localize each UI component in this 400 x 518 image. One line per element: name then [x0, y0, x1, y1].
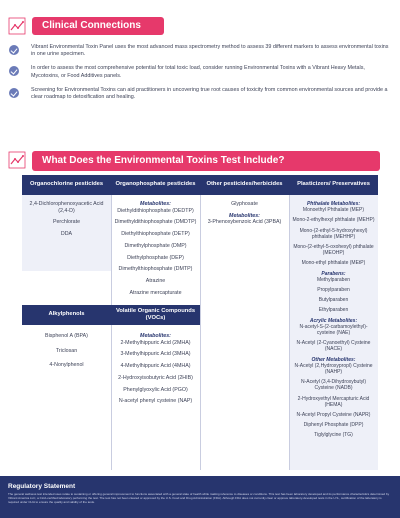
list-item: [8, 44, 392, 58]
column-other-items: [203, 201, 286, 231]
column-alkylphenols-items: [25, 333, 108, 374]
list-item: Mono-(2-ethyl-5-oxohexyl) phthalate (MEOHP): [293, 244, 374, 257]
bullet-text: In order to assess the most comprehensive potential for total toxic load, consider running Environmental Toxins with a Vibrant Heavy Metals, Mycotoxins, or Food Additives panels.: [31, 65, 365, 79]
list-item: 3-Phenoxybenzoic Acid (3PBA): [207, 219, 282, 226]
chart-trend-icon: [8, 17, 26, 35]
subheading-parabens: Parabens:: [321, 270, 346, 277]
divider: [200, 195, 201, 470]
column-plasticizers-items: [292, 201, 375, 439]
list-item: N-acetyl phenyl cysteine (NAP): [118, 398, 193, 405]
list-item: Atrazine mercapturate: [129, 289, 182, 296]
header-alkylphenols: Alkylphenols: [22, 305, 111, 325]
list-item: Phenylglyoxylic Acid (PGO): [123, 386, 188, 393]
list-item: DDA: [60, 231, 73, 238]
column-vocs-items: [114, 333, 197, 410]
list-item: [8, 65, 392, 79]
header-vocs: Volatile Organic Compounds (VOCs): [111, 305, 200, 325]
list-item: Triclosan: [55, 347, 78, 354]
list-item: N-Acetyl (2,Hydroxypropl) Cysteine (NAHP): [294, 362, 373, 376]
list-item: Mono-2-ethylhexyl phthalate (MEHP): [292, 217, 375, 224]
subheading-metabolites: Metabolites:: [140, 201, 171, 207]
subheading-acrylic: Acrylic Metabolites:: [309, 317, 358, 324]
list-item: 4-Nonylphenol: [49, 362, 84, 369]
list-item: Diethylphosphate (DEP): [127, 254, 184, 261]
header-plasticizers: Plasticizers/ Preservatives: [289, 175, 378, 195]
chart-trend-icon: [8, 151, 26, 169]
list-item: 4-Methylhippuric Acid (4MHA): [120, 363, 191, 370]
divider: [111, 195, 112, 470]
list-item: Butylparaben: [318, 297, 349, 304]
list-item: Mono-(2-ethyl-5-hydroxyhexyl) phthalate (MEHHP): [299, 227, 368, 240]
section-title-includes: What Does the Environmental Toxins Test Include?: [32, 151, 380, 171]
list-item: Glyphosate: [231, 201, 258, 207]
list-item: Diethylthiophosphate (DETP): [121, 231, 190, 238]
list-item: Dimethylphosphate (DMP): [124, 242, 187, 249]
list-item: 3-Methylhippuric Acid (3MHA): [120, 351, 191, 358]
section-title-clinical: Clinical Connections: [32, 17, 164, 35]
list-item: [8, 87, 392, 101]
clinical-bullets: [8, 44, 392, 108]
list-item: N-Acetyl (3,4-Dihydroxybutyl) Cysteine (NADB): [300, 379, 367, 392]
list-item: Atrazine: [145, 277, 166, 284]
list-item: Propylparaben: [317, 287, 350, 294]
list-item: Mono-ethyl phthalate (MEtP): [301, 260, 366, 267]
subheading-other-metabolites: Other Metabolites:: [311, 356, 356, 363]
list-item: Diethyldithiophosphate (DEDTP): [117, 207, 194, 214]
list-item: Diphenyl Phosphate (DPP): [303, 422, 364, 429]
list-item: Ethylparaben: [318, 307, 349, 314]
column-organophosphate-items: [114, 201, 197, 301]
divider: [289, 195, 290, 470]
column-organochlorine-items: [25, 201, 108, 243]
list-item: N-Acetyl Propyl Cysteine (NAPR): [296, 412, 371, 419]
list-item: 2-Methylhippuric Acid (2MHA): [120, 339, 191, 346]
regulatory-text: The general wellness test intended uses relate to sustaining or offering general improvement to functions associated with a general state of health while making reference to diseases or conditions. This test has been laboratory developed and its performance characteristics determined by Vibrant America LLC, a CLIA-certified laboratory performing the test. The test has not been cleared or approved by the U.S. Food and Drug Administration (FDA). Although FDA does not currently clear or approve laboratory-developed tests in the U.S., certification of the laboratory is required under CLIA to ensure the quality and validity of the tests.: [8, 492, 390, 504]
list-item: N-acetyl-S-(2-carbamoylethyl)-cysteine (NAE): [299, 323, 368, 337]
list-item: Dimethylthiophosphate (DMTP): [118, 266, 193, 273]
list-item: Perchlorate: [52, 219, 81, 226]
header-other-pesticides: Other pesticides/herbicides: [200, 175, 289, 195]
regulatory-footer: [0, 476, 400, 518]
bullet-text: Screening for Environmental Toxins can aid practitioners in uncovering true root causes of toxicity from common environmental sources and provide a clear roadmap to detoxification and healing.: [31, 86, 388, 101]
header-organochlorine: Organochlorine pesticides: [22, 175, 111, 195]
list-item: 2-Hydroxyisobutyric Acid (2HIB): [118, 374, 193, 381]
list-item: Monoethyl Phthalate (MEP): [302, 207, 365, 214]
subheading-phthalates: Phthalate Metabolites:: [306, 201, 361, 207]
header-organophosphate: Organophosphate pesticides: [111, 175, 200, 195]
bullet-text: Vibrant Environmental Toxin Panel uses the most advanced mass spectrometry method to assess 39 different markers to assess environmental toxins in one urine specimen.: [31, 44, 389, 58]
subheading-metabolites: Metabolites:: [229, 212, 260, 219]
list-item: 2,4-Dichlorophenoxyacetic Acid (2,4-D): [29, 201, 104, 214]
regulatory-title: Regulatory Statement: [8, 483, 76, 490]
list-item: Methylparaben: [316, 276, 351, 283]
list-item: N-Acetyl (2-Cyanoethyl) Cysteine (NACE): [296, 340, 371, 353]
check-icon: [9, 66, 19, 76]
check-icon: [9, 45, 19, 55]
list-item: Bisphenol A (BPA): [45, 333, 88, 339]
subheading-metabolites: Metabolites:: [140, 333, 171, 339]
list-item: Dimethyldithiophosphate (DMDTP): [114, 219, 197, 226]
check-icon: [9, 88, 19, 98]
list-item: 2-Hydroxyethyl Mercapturic Acid (HEMA): [297, 395, 370, 408]
list-item: Tiglylglycine (TG): [314, 432, 353, 439]
